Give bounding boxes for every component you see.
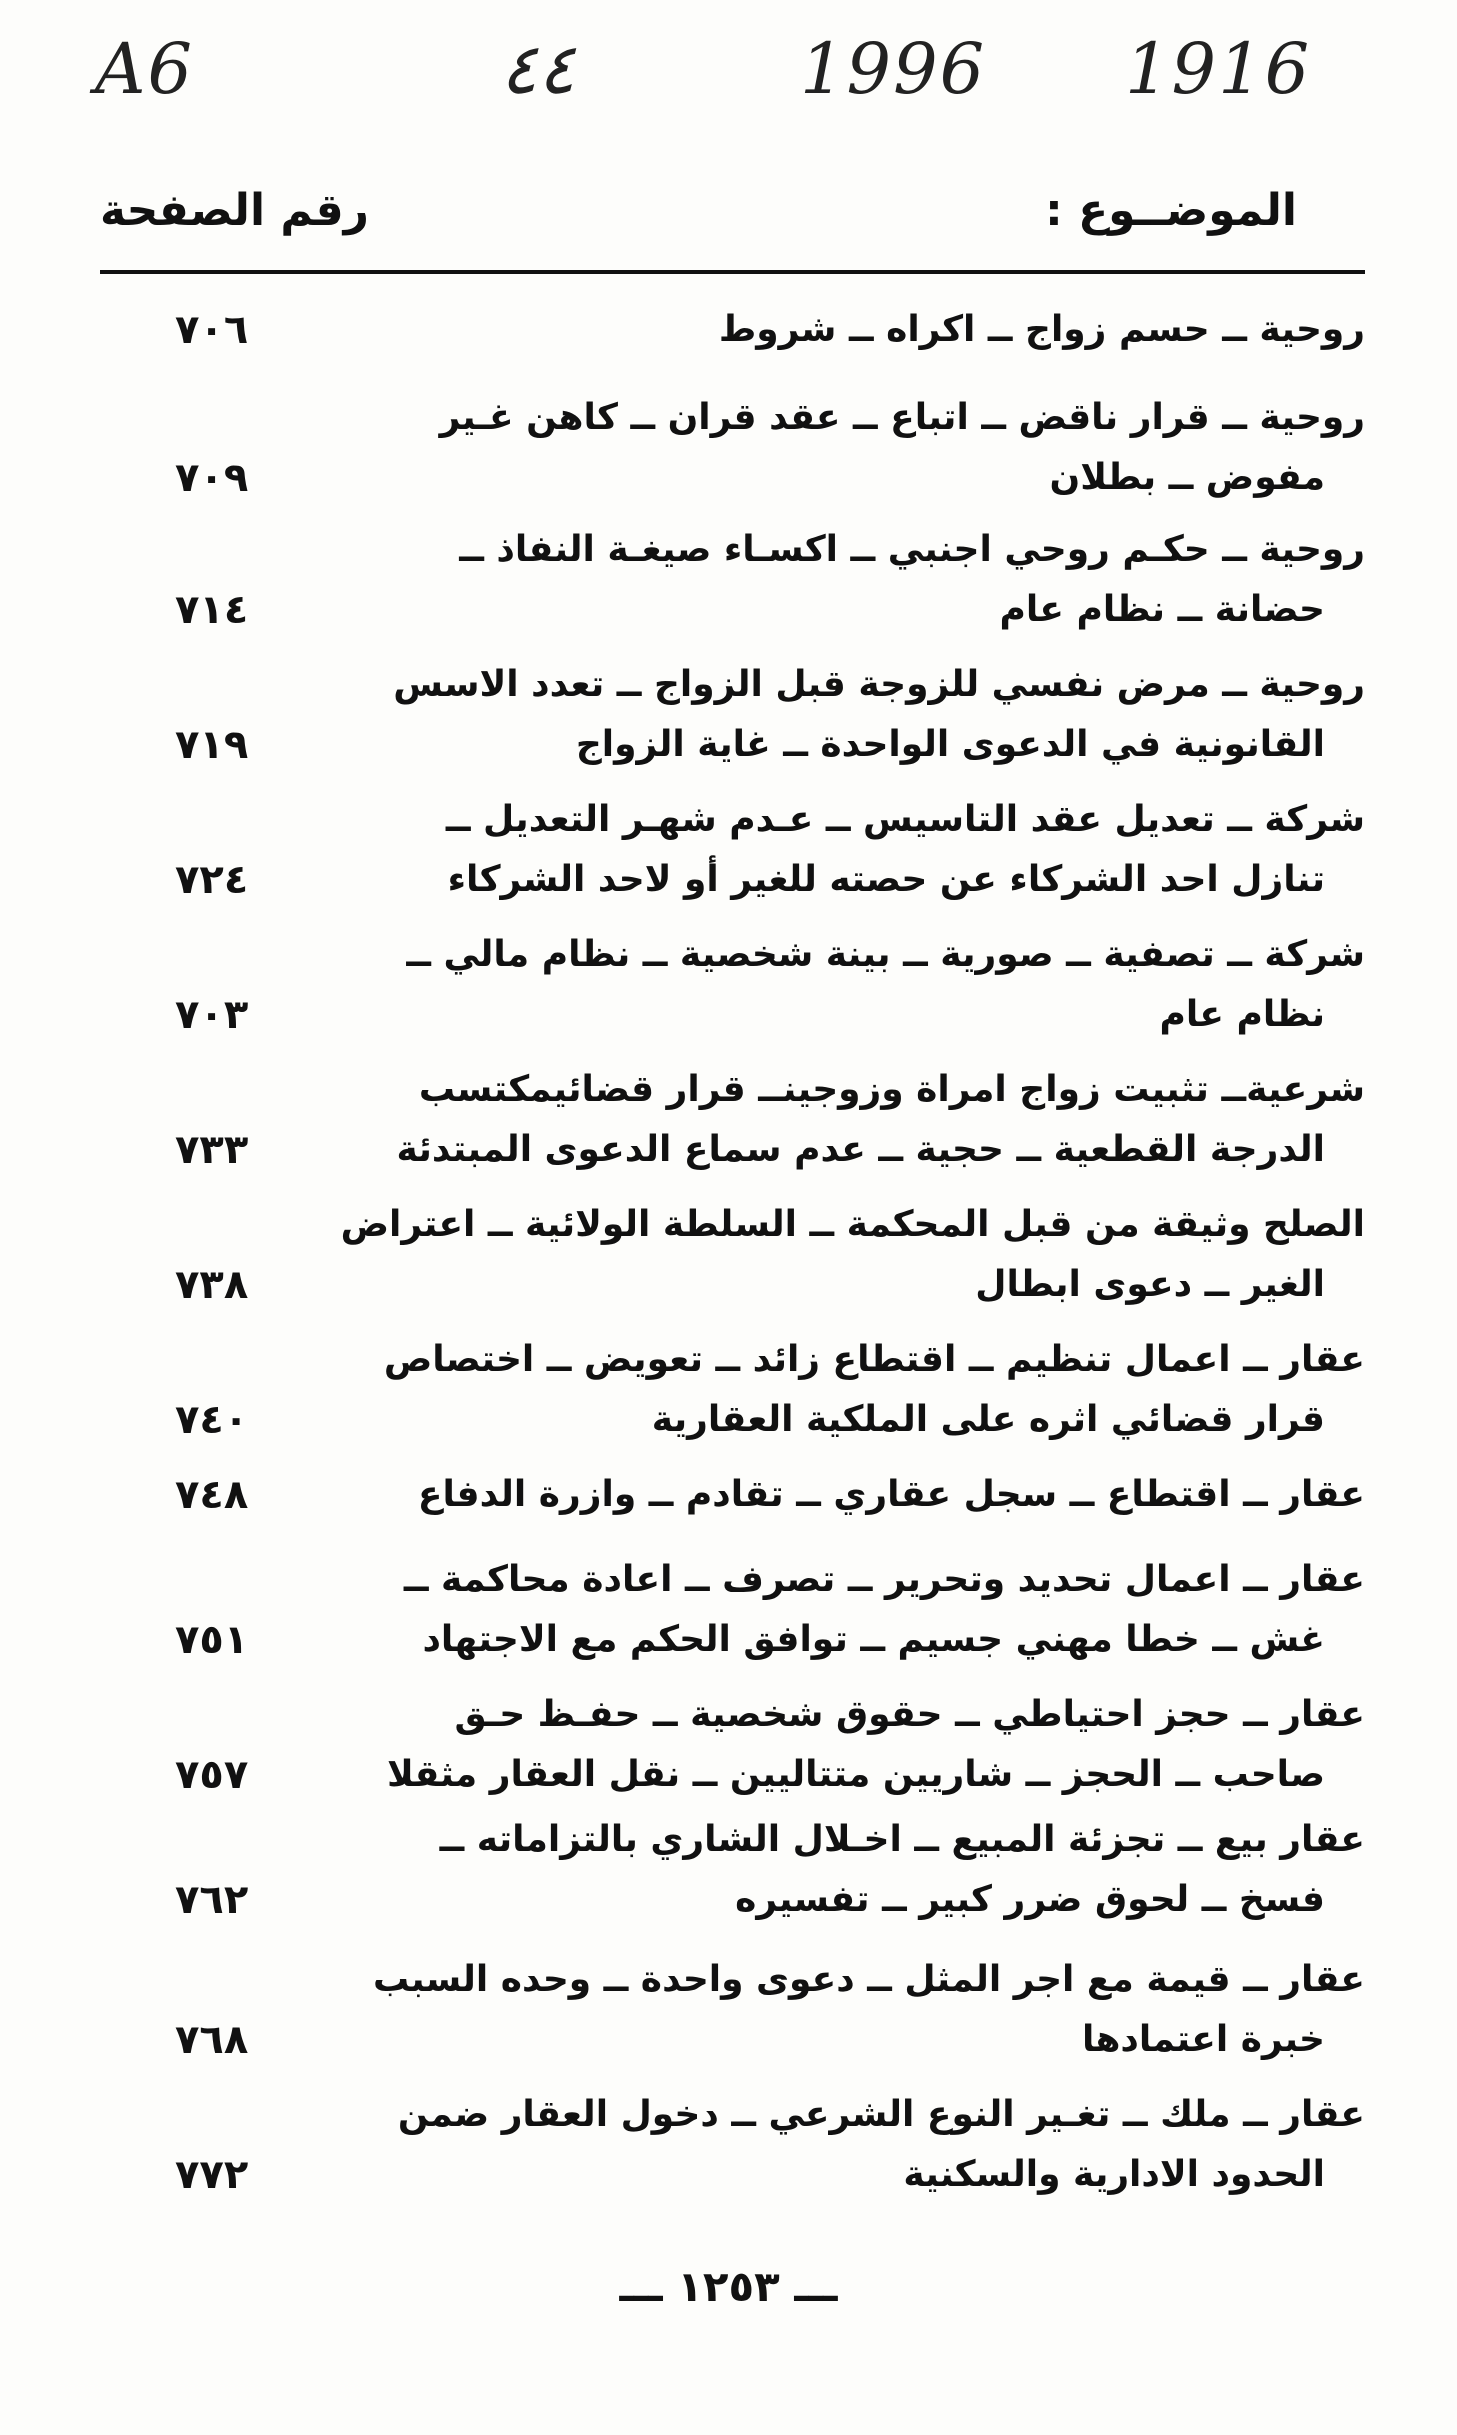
handwritten-year: 1996 xyxy=(800,28,987,110)
entry-subject xyxy=(405,790,1365,910)
entry-page-number: ٧٣٨ xyxy=(175,1262,249,1308)
entry-subject-line: قرار قضائي اثره على الملكية العقارية xyxy=(651,1399,1325,1440)
entry-subject-line: الغير ــ دعوى ابطال xyxy=(975,1264,1325,1305)
entry-subject-line: عقار ــ حجز احتياطي ــ حقوق شخصية ــ حفـظ حـق xyxy=(454,1694,1365,1735)
entry-subject-line: عقار ــ ملك ــ تغـير النوع الشرعي ــ دخول العقار ضمن xyxy=(397,2094,1365,2135)
entry-subject-line: مفوض ــ بطلان xyxy=(1049,457,1325,498)
entry-subject xyxy=(397,2085,1365,2205)
entry-subject-line: تنازل احد الشركاء عن حصته للغير أو لاحد الشركاء xyxy=(447,859,1325,900)
entry-subject xyxy=(405,300,1365,360)
entry-page-number: ٧٧٢ xyxy=(175,2152,249,2198)
entry-subject xyxy=(372,1950,1365,2070)
entry-subject-line: شرعيةــ تثبيت زواج امراة وزوجينــ قرار قضائيمكتسب xyxy=(418,1069,1365,1110)
entry-subject xyxy=(405,388,1365,508)
handwritten-year-alt: 1916 xyxy=(1125,28,1312,110)
entry-subject xyxy=(393,655,1365,775)
entry-subject-line: عقار ــ قيمة مع اجر المثل ــ دعوى واحدة ــ وحده السبب xyxy=(372,1959,1365,2000)
entry-subject-line: روحية ــ قرار ناقض ــ اتباع ــ عقد قران ــ كاهن غـير xyxy=(439,397,1365,438)
entry-page-number: ٧٥١ xyxy=(175,1617,249,1663)
entry-page-number: ٧٠٣ xyxy=(175,992,249,1038)
subject-column-heading: الموضــوع : xyxy=(1045,185,1297,236)
entry-subject-line: روحية ــ حكـم روحي اجنبي ــ اكسـاء صيغـة النفاذ ــ xyxy=(459,529,1365,570)
entry-subject xyxy=(383,1330,1365,1450)
entry-subject-line: عقار ــ اقتطاع ــ سجل عقاري ــ تقادم ــ وازرة الدفاع xyxy=(417,1474,1365,1515)
entry-subject-line: روحية ــ حسم زواج ــ اكراه ــ شروط xyxy=(718,309,1365,350)
entry-subject-line: نظام عام xyxy=(1159,994,1325,1035)
entry-subject-line: الدرجة القطعية ــ حجية ــ عدم سماع الدعوى المبتدئة xyxy=(396,1129,1325,1170)
entry-page-number: ٧٤٠ xyxy=(175,1397,249,1443)
entry-subject xyxy=(405,520,1365,640)
entry-subject xyxy=(340,1195,1365,1315)
entry-subject-line: روحية ــ مرض نفسي للزوجة قبل الزواج ــ تعدد الاسس xyxy=(393,664,1365,705)
entry-subject xyxy=(405,1465,1365,1525)
entry-subject-line: شركة ــ تصفية ــ صورية ــ بينة شخصية ــ نظام مالي ــ xyxy=(406,934,1365,975)
entry-subject-line: فسخ ــ لحوق ضرر كبير ــ تفسيره xyxy=(735,1879,1325,1920)
entry-page-number: ٧٦٨ xyxy=(175,2017,249,2063)
entry-subject-line: الحدود الادارية والسكنية xyxy=(903,2154,1325,2195)
entry-subject-line: خبرة اعتمادها xyxy=(1081,2019,1325,2060)
entry-subject-line: حضانة ــ نظام عام xyxy=(999,589,1325,630)
entry-subject-line: غش ــ خطا مهني جسيم ــ توافق الحكم مع الاجتهاد xyxy=(422,1619,1325,1660)
entry-subject-line: عقار ــ اعمال تنظيم ــ اقتطاع زائد ــ تعويض ــ اختصاص xyxy=(383,1339,1365,1380)
entry-subject xyxy=(386,1685,1365,1805)
entry-page-number: ٧٦٢ xyxy=(175,1877,249,1923)
entry-page-number: ٧٠٦ xyxy=(175,307,249,353)
entry-page-number: ٧١٤ xyxy=(175,587,249,633)
page-number-footer: ـــ ١٢٥٣ ـــ xyxy=(619,2262,838,2311)
entry-subject xyxy=(396,1060,1365,1180)
entry-page-number: ٧٠٩ xyxy=(175,455,249,501)
entry-subject-line: شركة ــ تعديل عقد التاسيس ــ عـدم شهـر التعديل ــ xyxy=(445,799,1365,840)
entry-page-number: ٧٤٨ xyxy=(175,1472,249,1518)
page-column-heading: رقم الصفحة xyxy=(100,185,369,236)
entry-subject xyxy=(405,925,1365,1045)
handwritten-code: A6 xyxy=(95,28,195,110)
entry-subject xyxy=(405,1810,1365,1930)
header-divider xyxy=(100,270,1365,274)
entry-subject-line: عقار بيع ــ تجزئة المبيع ــ اخـلال الشاري بالتزاماته ــ xyxy=(439,1819,1365,1860)
entry-subject xyxy=(405,1550,1365,1670)
entry-subject-line: القانونية في الدعوى الواحدة ــ غاية الزواج xyxy=(575,724,1325,765)
entry-page-number: ٧١٩ xyxy=(175,722,249,768)
entry-page-number: ٧٥٧ xyxy=(175,1752,249,1798)
entry-subject-line: عقار ــ اعمال تحديد وتحرير ــ تصرف ــ اعادة محاكمة ــ xyxy=(403,1559,1365,1600)
handwritten-arabic-number: ٤٤ xyxy=(500,28,576,110)
entry-subject-line: الصلح وثيقة من قبل المحكمة ــ السلطة الولائية ــ اعتراض xyxy=(340,1204,1365,1245)
entry-page-number: ٧٣٣ xyxy=(175,1127,249,1173)
entry-subject-line: صاحب ــ الحجز ــ شاريين متتاليين ــ نقل العقار مثقلا xyxy=(386,1754,1325,1795)
entry-page-number: ٧٢٤ xyxy=(175,857,249,903)
